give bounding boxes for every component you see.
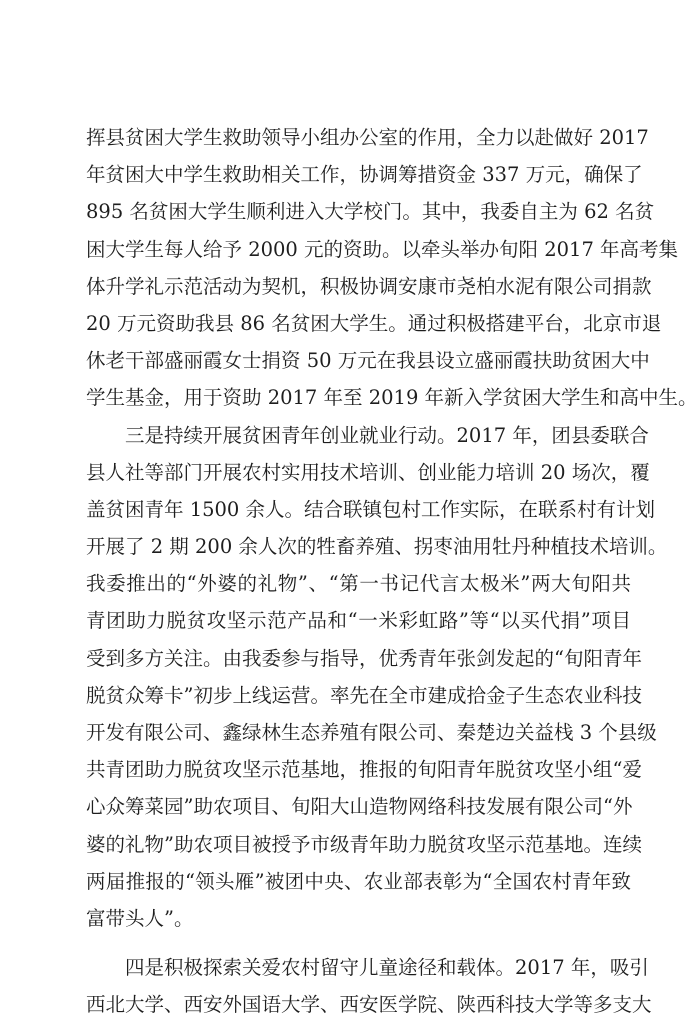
text-line: 休老干部盛丽霞女士捐资 50 万元在我县设立盛丽霞扶助贫困大中 <box>86 349 650 373</box>
text-line: 婆的礼物”助农项目被授予市级青年助力脱贫攻坚示范基地。连续 <box>86 832 642 856</box>
text-line: 受到多方关注。由我委参与指导，优秀青年张剑发起的“旬阳青年 <box>86 646 642 670</box>
text-line: 开发有限公司、鑫绿林生态养殖有限公司、秦楚边关益栈 3 个县级 <box>86 721 657 744</box>
text-line: 学生基金，用于资助 2017 年至 2019 年新入学贫困大学生和高中生。 <box>86 386 698 410</box>
text-line: 年贫困大中学生救助相关工作，协调筹措资金 337 万元，确保了 <box>86 163 643 187</box>
text-line: 脱贫众筹卡”初步上线运营。率先在全市建成拾金子生态农业科技 <box>86 683 642 707</box>
paragraph-student-aid <box>86 119 698 417</box>
text-line: 挥县贫困大学生救助领导小组办公室的作用，全力以赴做好 2017 <box>86 126 649 149</box>
text-line: 西北大学、西安外国语大学、西安医学院、陕西科技大学等多支大 <box>86 993 652 1017</box>
text-line: 共青团助力脱贫攻坚示范基地，推报的旬阳青年脱贫攻坚小组“爱 <box>86 758 642 782</box>
paragraph-left-behind-children <box>86 949 652 1023</box>
text-line: 开展了 2 期 200 余人次的牲畜养殖、拐枣油用牡丹种植技术培训。 <box>86 535 668 559</box>
text-line: 四是积极探索关爱农村留守儿童途径和载体。2017 年，吸引 <box>125 956 649 980</box>
text-line: 体升学礼示范活动为契机，积极协调安康市尧柏水泥有限公司捐款 <box>86 274 652 298</box>
text-line: 两届推报的“领头雁”被团中央、农业部表彰为“全国农村青年致 <box>86 869 631 893</box>
text-line: 富带头人”。 <box>86 906 194 930</box>
text-line: 盖贫困青年 1500 余人。结合联镇包村工作实际，在联系村有计划 <box>86 497 656 521</box>
text-line: 我委推出的“外婆的礼物”、“第一书记代言太极米”两大旬阳共 <box>86 572 631 596</box>
paragraph-youth-employment <box>86 417 668 938</box>
text-line: 县人社等部门开展农村实用技术培训、创业能力培训 20 场次，覆 <box>86 460 650 484</box>
text-line: 心众筹菜园”助农项目、旬阳大山造物网络科技发展有限公司“外 <box>86 795 633 819</box>
text-line: 20 万元资助我县 86 名贫困大学生。通过积极搭建平台，北京市退 <box>86 311 662 335</box>
text-line: 青团助力脱贫攻坚示范产品和“一米彩虹路”等“以买代捐”项目 <box>86 609 631 633</box>
text-line: 三是持续开展贫困青年创业就业行动。2017 年，团县委联合 <box>125 423 649 447</box>
text-line: 困大学生每人给予 2000 元的资助。以牵头举办旬阳 2017 年高考集 <box>86 237 679 261</box>
text-line: 895 名贫困大学生顺利进入大学校门。其中，我委自主为 62 名贫 <box>86 200 655 224</box>
document-body <box>86 119 698 1024</box>
paragraph-spacer <box>86 937 631 949</box>
